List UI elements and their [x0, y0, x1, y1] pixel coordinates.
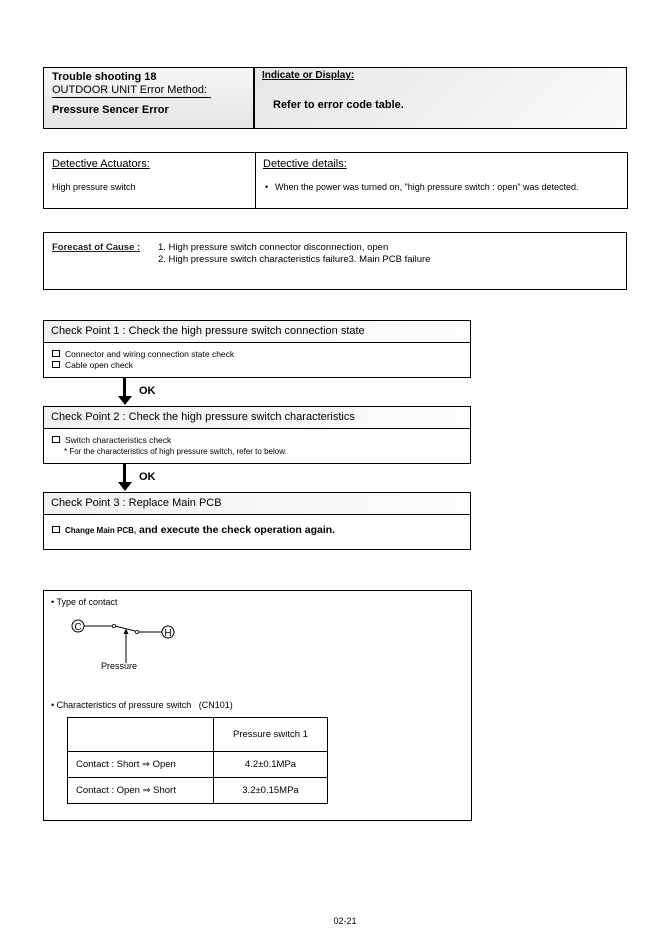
details-bullet: •: [265, 182, 269, 192]
condition-cell: Contact : Short ⇒ Open: [68, 752, 214, 778]
page-number: 02-21: [333, 916, 357, 926]
type-of-contact-label: • Type of contact: [51, 597, 118, 607]
value-cell: 3.2±0.15MPa: [214, 778, 328, 804]
check-item: Switch characteristics check: [52, 435, 171, 446]
characteristics-table: [67, 717, 328, 804]
indicate-value: Refer to error code table.: [273, 99, 404, 111]
arrow-head-icon: [118, 482, 132, 491]
error-name: Pressure Sencer Error: [52, 104, 169, 116]
detective-box: [43, 152, 628, 209]
trouble-shooting-title: Trouble shooting 18: [52, 71, 157, 83]
header-box: [43, 67, 627, 129]
ok-label: OK: [139, 471, 156, 483]
forecast-box: [43, 232, 627, 290]
contact-point-right: [135, 630, 138, 633]
ok-label: OK: [139, 385, 156, 397]
actuators-label: Detective Actuators:: [52, 158, 150, 170]
check-point-2: [43, 406, 471, 464]
pressure-label: Pressure: [101, 661, 138, 671]
terminal-c-label: C: [74, 622, 82, 633]
value-cell: 4.2±0.1MPa: [214, 752, 328, 778]
method-label: OUTDOOR UNIT Error Method:: [52, 84, 211, 98]
switch-info-box: [43, 590, 472, 821]
arrow-head-icon: [118, 396, 132, 405]
terminal-h-label: H: [164, 628, 172, 639]
forecast-line: 1. High pressure switch connector disconnection, open: [158, 242, 389, 253]
arrow-down-icon: [123, 378, 126, 397]
checkbox-icon[interactable]: [52, 436, 60, 443]
header-left-panel: [44, 68, 255, 128]
check-point-2-title: Check Point 2 : Check the high pressure switch characteristics: [44, 407, 470, 429]
divider: [255, 153, 256, 208]
check-note: * For the characteristics of high pressure switch, refer to below.: [64, 447, 287, 456]
check-item: Change Main PCB, and execute the check operation again.: [52, 520, 335, 538]
table-column-header: Pressure switch 1: [214, 718, 328, 752]
condition-cell: Contact : Open ⇒ Short: [68, 778, 214, 804]
check-item: Cable open check: [52, 360, 133, 371]
actuators-value: High pressure switch: [52, 182, 136, 192]
checkbox-icon[interactable]: [52, 350, 60, 357]
checkbox-icon[interactable]: [52, 526, 60, 533]
table-row: [68, 778, 328, 804]
forecast-list: [158, 242, 430, 266]
details-value: When the power was turned on, "high pressure switch : open" was detected.: [275, 182, 579, 192]
check-point-3: [43, 492, 471, 550]
table-corner-cell: [68, 718, 214, 752]
characteristics-label: • Characteristics of pressure switch (CN101): [51, 700, 233, 710]
switch-diagram: [64, 615, 184, 665]
header-right-panel: [255, 68, 626, 128]
check-item: Connector and wiring connection state check: [52, 349, 234, 360]
check-point-1: [43, 320, 471, 378]
indicate-label: Indicate or Display:: [262, 70, 355, 81]
check-point-3-title: Check Point 3 : Replace Main PCB: [44, 493, 470, 515]
checkbox-icon[interactable]: [52, 361, 60, 368]
table-row: [68, 752, 328, 778]
forecast-line: 2. High pressure switch characteristics failure3. Main PCB failure: [158, 254, 431, 265]
table-header-row: [68, 718, 328, 752]
details-label: Detective details:: [263, 158, 347, 170]
switch-lever: [115, 626, 135, 631]
forecast-label: Forecast of Cause :: [52, 242, 141, 253]
arrow-down-icon: [123, 464, 126, 483]
check-point-1-title: Check Point 1 : Check the high pressure switch connection state: [44, 321, 470, 343]
